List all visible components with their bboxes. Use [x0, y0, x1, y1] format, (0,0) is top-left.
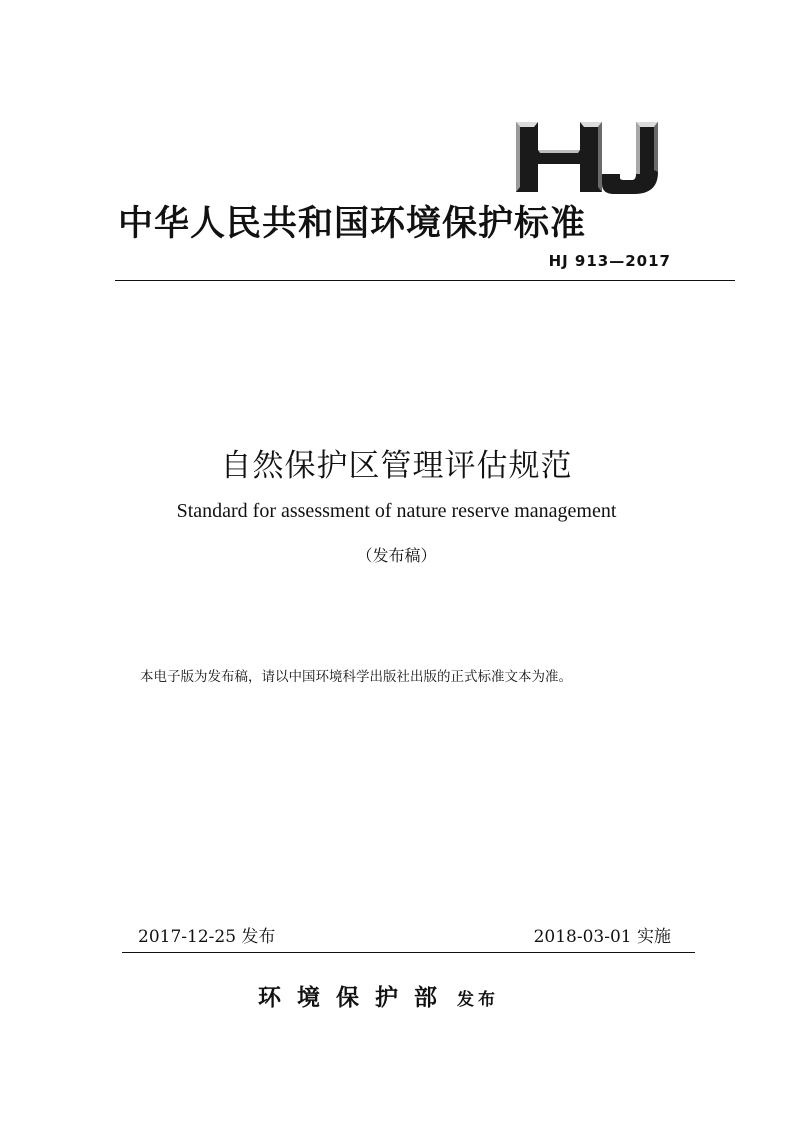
standard-series-title: 中华人民共和国环境保护标准 [118, 204, 587, 244]
top-divider [115, 280, 735, 281]
hj-emblem-icon [510, 118, 670, 196]
document-title-english: Standard for assessment of nature reserve management [176, 500, 617, 522]
edition-notice: 本电子版为发布稿，请以中国环境科学出版社出版的正式标准文本为准。 [140, 669, 572, 685]
document-title-chinese: 自然保护区管理评估规范 [220, 448, 573, 484]
standard-code: HJ 913—2017 [548, 252, 671, 270]
issuer-name: 环境保护部 [258, 985, 453, 1011]
draft-status-note: （发布稿） [356, 546, 437, 565]
issuer-line [258, 979, 499, 1012]
bottom-divider [122, 952, 695, 953]
implementation-date: 2018-03-01 实施 [533, 927, 671, 947]
release-date: 2017-12-25 发布 [138, 927, 276, 947]
issuer-action: 发布 [457, 990, 499, 1010]
